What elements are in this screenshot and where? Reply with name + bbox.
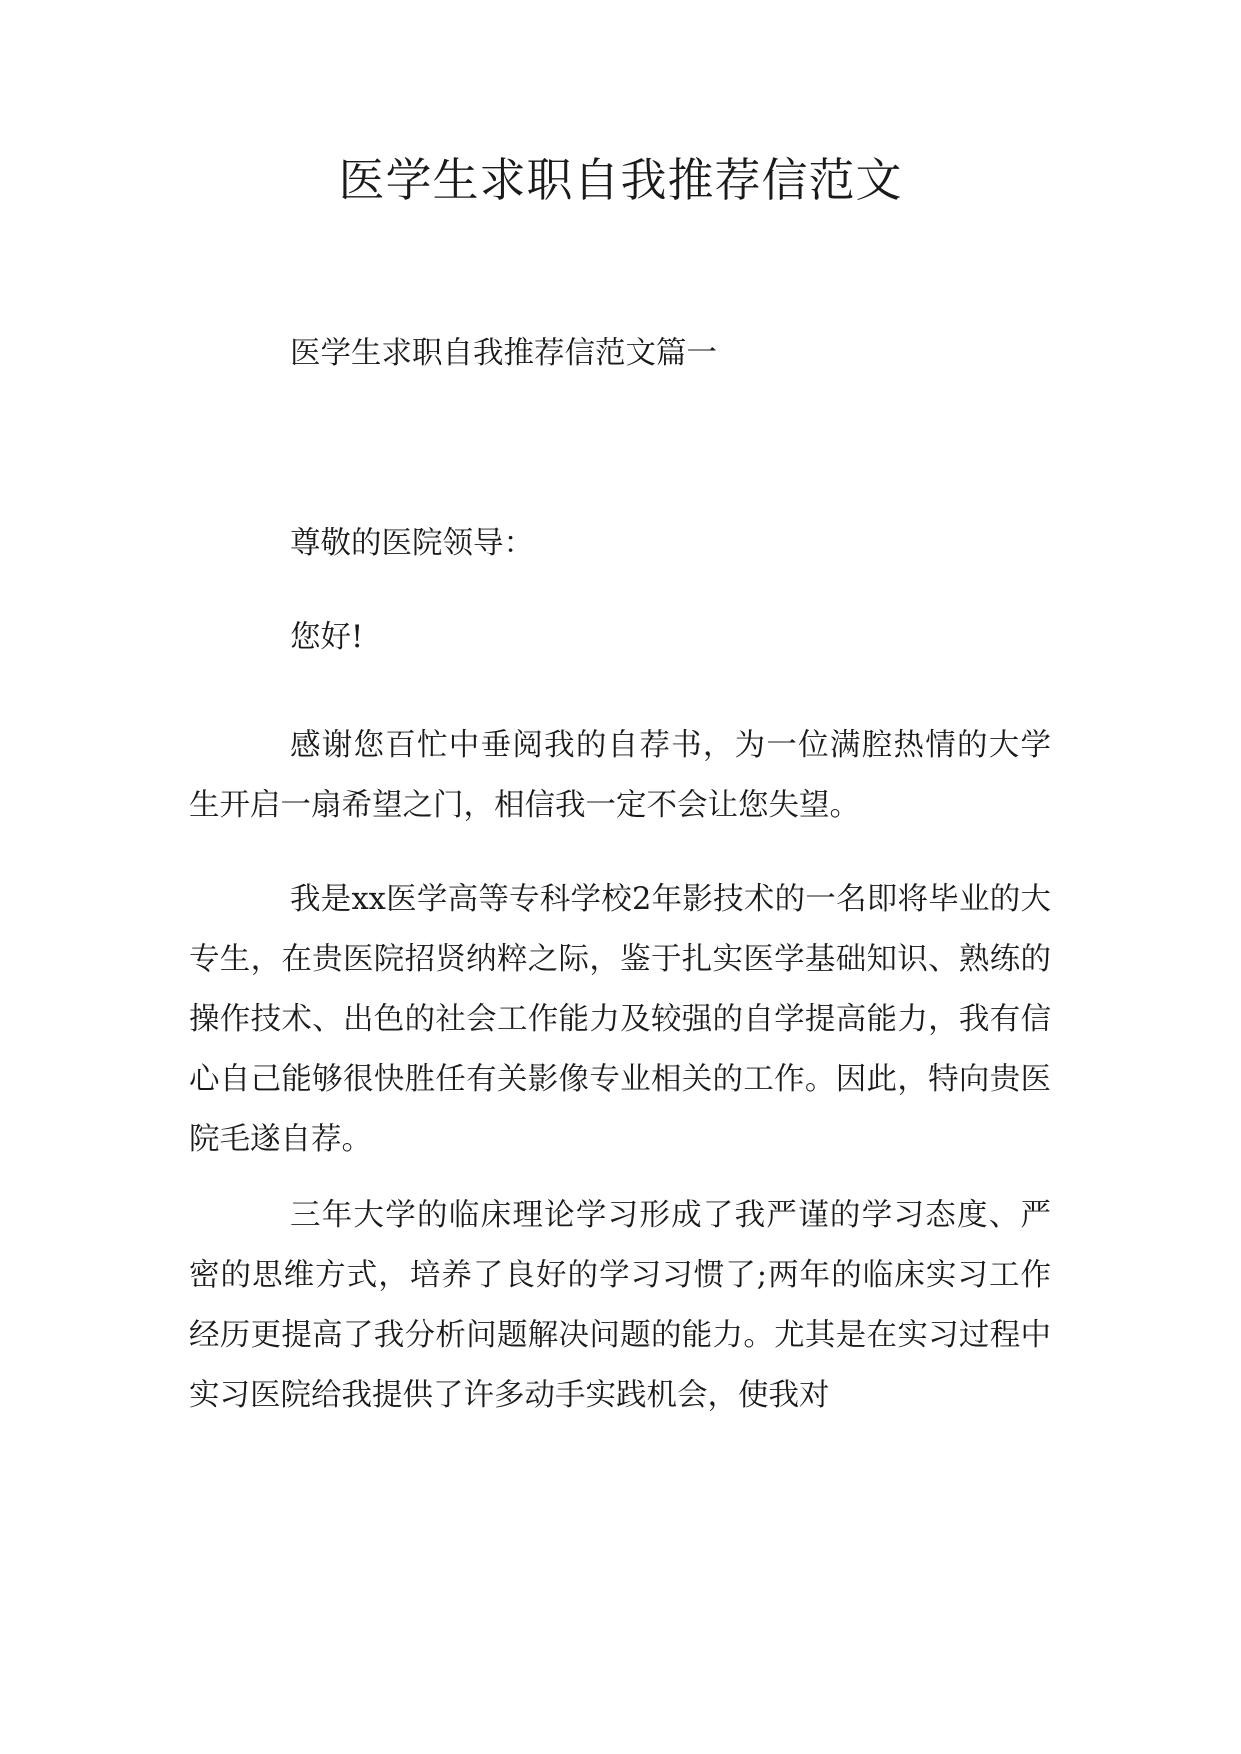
salutation: 尊敬的医院领导： <box>290 526 534 561</box>
paragraph-experience: 三年大学的临床理论学习形成了我严谨的学习态度、严密的思维方式，培养了良好的学习习惯了;两年的临床实习工作经历更提高了我分析问题解决问题的能力。尤其是在实习过程中实习医院给我提供了许多动手实践机会，使我对 <box>189 1198 1051 1413</box>
document-title: 医学生求职自我推荐信范文 <box>338 153 903 207</box>
paragraph-introduction: 我是xx医学高等专科学校2年影技术的一名即将毕业的大专生，在贵医院招贤纳粹之际，鉴于扎实医学基础知识、熟练的操作技术、出色的社会工作能力及较强的自学提高能力，我有信心自己能够很快胜任有关影像专业相关的工作。因此，特向贵医院毛遂自荐。 <box>189 882 1051 1157</box>
section-heading: 医学生求职自我推荐信范文篇一 <box>290 336 717 371</box>
paragraph-thanks: 感谢您百忙中垂阅我的自荐书，为一位满腔热情的大学生开启一扇希望之门，相信我一定不会让您失望。 <box>189 728 1051 823</box>
greeting: 您好! <box>290 620 364 655</box>
